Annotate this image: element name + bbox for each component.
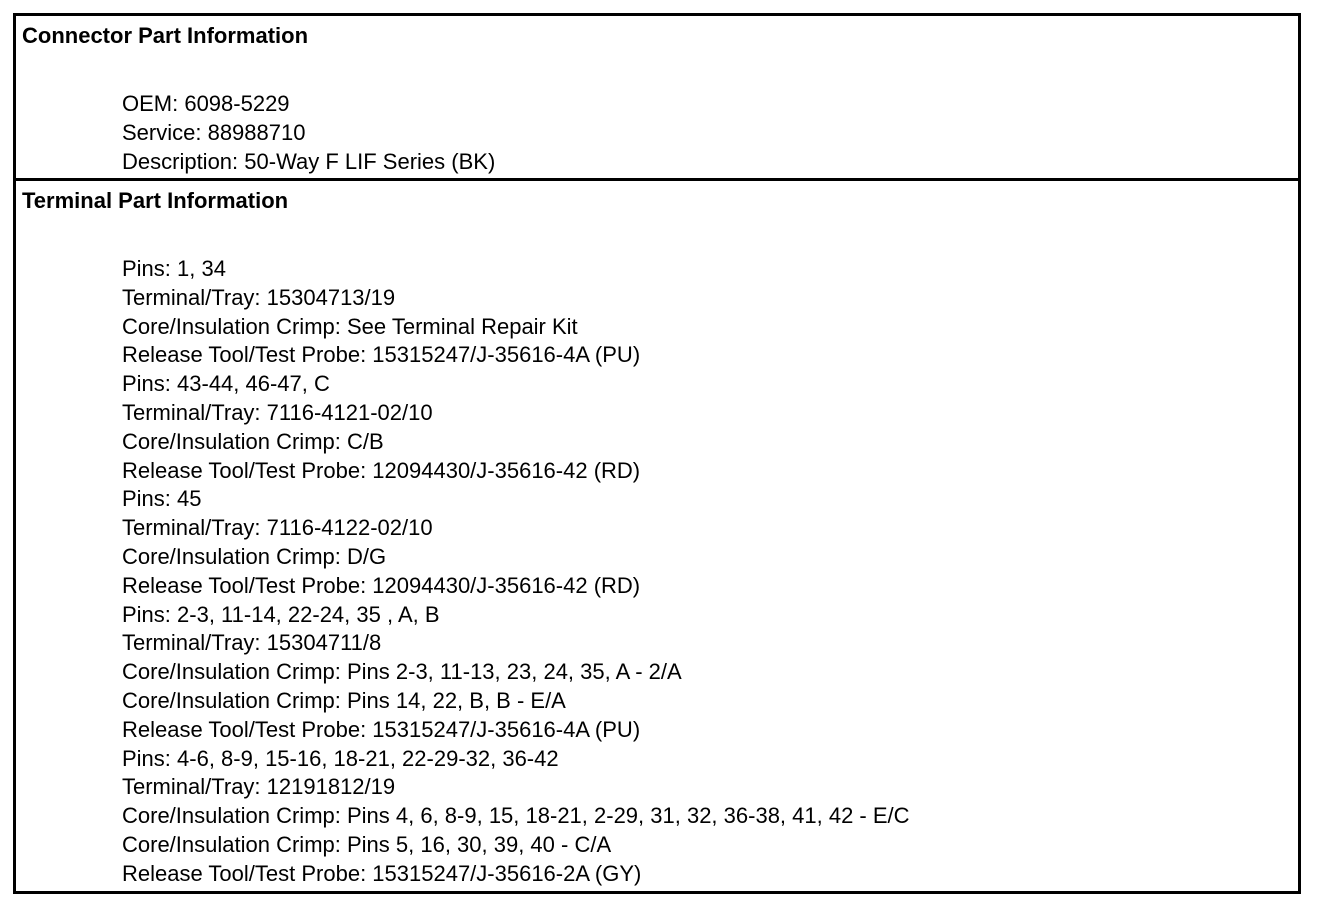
terminal-line: Core/Insulation Crimp: D/G [122, 543, 387, 569]
connector-line: OEM: 6098-5229 [122, 91, 290, 116]
terminal-line: Core/Insulation Crimp: Pins 2-3, 11-13, 23, 24, 35, A - 2/A [122, 659, 682, 685]
terminal-line: Terminal/Tray: 12191812/19 [122, 774, 396, 800]
terminal-line: Terminal/Tray: 15304713/19 [122, 284, 396, 310]
terminal-line: Release Tool/Test Probe: 15315247/J-35616-4A (PU) [122, 716, 641, 742]
connector-part-section [16, 16, 1298, 181]
terminal-line: Release Tool/Test Probe: 12094430/J-35616-42 (RD) [122, 457, 641, 483]
terminal-line: Core/Insulation Crimp: C/B [122, 428, 384, 454]
connector-line: Description: 50-Way F LIF Series (BK) [122, 148, 496, 174]
terminal-line: Pins: 2-3, 11-14, 22-24, 35 , A, B [122, 601, 440, 627]
connector-line: Service: 88988710 [122, 119, 306, 145]
terminal-part-section [16, 181, 1298, 891]
terminal-line: Pins: 43-44, 46-47, C [122, 371, 330, 397]
terminal-part-lines [122, 255, 910, 889]
terminal-line: Pins: 4-6, 8-9, 15-16, 18-21, 22-29-32, 36-42 [122, 745, 559, 771]
terminal-line: Core/Insulation Crimp: Pins 14, 22, B, B - E/A [122, 687, 566, 713]
terminal-line: Release Tool/Test Probe: 15315247/J-35616-4A (PU) [122, 342, 641, 368]
terminal-line: Terminal/Tray: 7116-4122-02/10 [122, 515, 433, 541]
terminal-line: Release Tool/Test Probe: 12094430/J-35616-42 (RD) [122, 572, 641, 598]
terminal-line: Pins: 45 [122, 486, 202, 512]
terminal-line: Terminal/Tray: 15304711/8 [122, 630, 382, 656]
connector-info-table [13, 13, 1301, 894]
connector-part-lines [122, 90, 495, 176]
terminal-line: Terminal/Tray: 7116-4121-02/10 [122, 399, 433, 425]
terminal-line: Pins: 1, 34 [122, 256, 226, 281]
connector-part-title: Connector Part Information [22, 23, 309, 48]
terminal-line: Release Tool/Test Probe: 15315247/J-35616-2A (GY) [122, 860, 642, 886]
terminal-line: Core/Insulation Crimp: Pins 5, 16, 30, 39, 40 - C/A [122, 831, 612, 857]
terminal-line: Core/Insulation Crimp: See Terminal Repair Kit [122, 313, 578, 339]
terminal-line: Core/Insulation Crimp: Pins 4, 6, 8-9, 15, 18-21, 2-29, 31, 32, 36-38, 41, 42 - E/C [122, 803, 910, 829]
terminal-part-title: Terminal Part Information [22, 188, 289, 213]
